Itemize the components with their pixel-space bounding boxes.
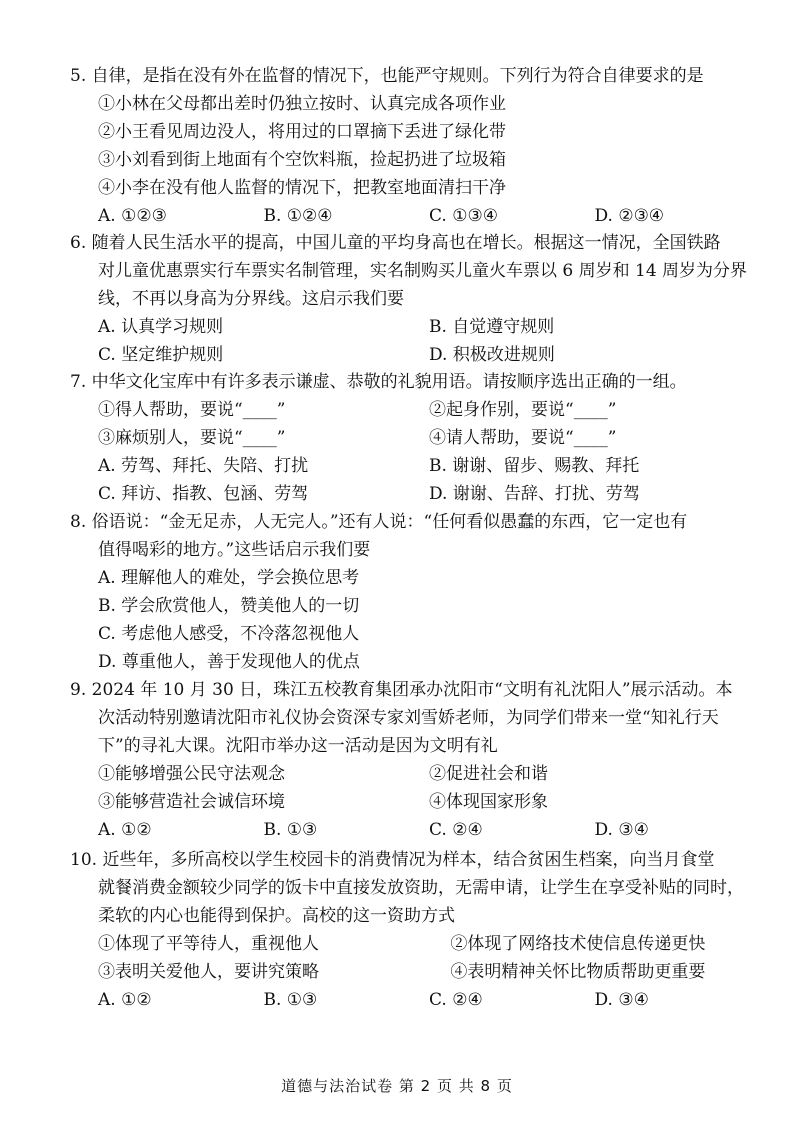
statement-item: ③表明关爱他人，要讲究策略 (98, 962, 319, 982)
option-d[interactable]: D. 谢谢、告辞、打扰、劳驾 (429, 484, 640, 504)
statement-item: ④请人帮助，要说“____” (429, 428, 617, 448)
statement-row (40, 424, 760, 452)
option-a[interactable]: A. ①②③ (98, 206, 167, 226)
answer-options (40, 480, 760, 508)
statement-row (40, 930, 760, 958)
question-stem: 柔软的内心也能得到保护。高校的这一资助方式 (98, 906, 455, 926)
statement-item: ②体现了网络技术使信息传递更快 (450, 934, 706, 954)
option-d[interactable]: D. ②③④ (594, 206, 665, 226)
question-stem: 8. 俗语说：“金无足赤，人无完人。”还有人说：“任何看似愚蠢的东西，它一定也有 (70, 512, 688, 532)
statement-item: ①能够增强公民守法观念 (98, 764, 285, 784)
statement-row (40, 958, 760, 986)
statement-item: ①得人帮助，要说“____” (98, 400, 286, 420)
statement-item: ③能够营造社会诚信环境 (98, 792, 285, 812)
option-b[interactable]: B. ①②④ (263, 206, 333, 226)
statement-row (40, 396, 760, 424)
statement-item: ①小林在父母都出差时仍独立按时、认真完成各项作业 (98, 94, 506, 114)
question-5 (40, 62, 760, 230)
question-stem: 9. 2024 年 10 月 30 日，珠江五校教育集团承办沈阳市“文明有礼沈阳人”展示活动。本 (70, 680, 733, 700)
statement-item: ③麻烦别人，要说“____” (98, 428, 286, 448)
answer-options (40, 816, 760, 844)
answer-options (40, 202, 760, 230)
statement-item: ③小刘看到街上地面有个空饮料瓶，捡起扔进了垃圾箱 (98, 150, 506, 170)
question-9 (40, 676, 760, 844)
question-stem: 值得喝彩的地方。”这些话启示我们要 (98, 540, 371, 560)
question-stem: 6. 随着人民生活水平的提高，中国儿童的平均身高也在增长。根据这一情况，全国铁路 (70, 233, 721, 253)
option-b[interactable]: B. 学会欣赏他人，赞美他人的一切 (98, 596, 360, 616)
option-d[interactable]: D. ③④ (594, 820, 649, 840)
question-stem: 次活动特别邀请沈阳市礼仪协会资深专家刘雪娇老师，为同学们带来一堂“知礼行天 (98, 708, 719, 728)
option-c[interactable]: C. ②④ (429, 990, 483, 1010)
statement-item: ①体现了平等待人，重视他人 (98, 934, 319, 954)
answer-options (40, 313, 760, 341)
option-d[interactable]: D. 积极改进规则 (429, 345, 555, 365)
statement-item: ②起身作别，要说“____” (429, 400, 617, 420)
question-stem: 10. 近些年，多所高校以学生校园卡的消费情况为样本，结合贫困生档案，向当月食堂 (70, 850, 715, 870)
option-a[interactable]: A. 理解他人的难处，学会换位思考 (98, 568, 360, 588)
option-a[interactable]: A. ①② (98, 990, 152, 1010)
option-c[interactable]: C. 坚定维护规则 (98, 345, 224, 365)
question-stem: 对儿童优惠票实行车票实名制管理，实名制购买儿童火车票以 6 周岁和 14 周岁为分界 (98, 261, 748, 281)
question-stem: 5. 自律，是指在没有外在监督的情况下，也能严守规则。下列行为符合自律要求的是 (70, 66, 704, 86)
answer-options (40, 986, 760, 1014)
statement-item: ④表明精神关怀比物质帮助更重要 (450, 962, 706, 982)
option-b[interactable]: B. ①③ (263, 820, 318, 840)
option-b[interactable]: B. ①③ (263, 990, 318, 1010)
option-c[interactable]: C. ②④ (429, 820, 483, 840)
option-c[interactable]: C. 拜访、指教、包涵、劳驾 (98, 484, 309, 504)
statement-item: ②促进社会和谐 (429, 764, 548, 784)
question-7 (40, 368, 760, 508)
answer-options (40, 341, 760, 369)
answer-options (40, 452, 760, 480)
option-a[interactable]: A. 认真学习规则 (98, 317, 224, 337)
question-stem: 下”的寻礼大课。沈阳市举办这一活动是因为文明有礼 (98, 736, 498, 756)
option-d[interactable]: D. 尊重他人，善于发现他人的优点 (98, 652, 360, 672)
question-10 (40, 846, 760, 1014)
option-c[interactable]: C. ①③④ (429, 206, 498, 226)
option-c[interactable]: C. 考虑他人感受，不冷落忽视他人 (98, 624, 360, 644)
statement-item: ④小李在没有他人监督的情况下，把教室地面清扫干净 (98, 178, 506, 198)
question-8 (40, 508, 760, 676)
question-stem: 7. 中华文化宝库中有许多表示谦虚、恭敬的礼貌用语。请按顺序选出正确的一组。 (70, 372, 687, 392)
question-stem: 线，不再以身高为分界线。这启示我们要 (98, 289, 404, 309)
statement-item: ②小王看见周边没人，将用过的口罩摘下丢进了绿化带 (98, 122, 506, 142)
statement-row (40, 788, 760, 816)
question-6 (40, 229, 760, 369)
statement-item: ④体现国家形象 (429, 792, 548, 812)
option-b[interactable]: B. 谢谢、留步、赐教、拜托 (429, 456, 640, 476)
option-a[interactable]: A. ①② (98, 820, 152, 840)
question-stem: 就餐消费金额较少同学的饭卡中直接发放资助，无需申请，让学生在享受补贴的同时， (98, 878, 744, 898)
option-b[interactable]: B. 自觉遵守规则 (429, 317, 555, 337)
option-a[interactable]: A. 劳驾、拜托、失陪、打扰 (98, 456, 309, 476)
page-footer: 道德与法治试卷 第 2 页 共 8 页 (281, 1077, 513, 1095)
option-d[interactable]: D. ③④ (594, 990, 649, 1010)
statement-row (40, 760, 760, 788)
